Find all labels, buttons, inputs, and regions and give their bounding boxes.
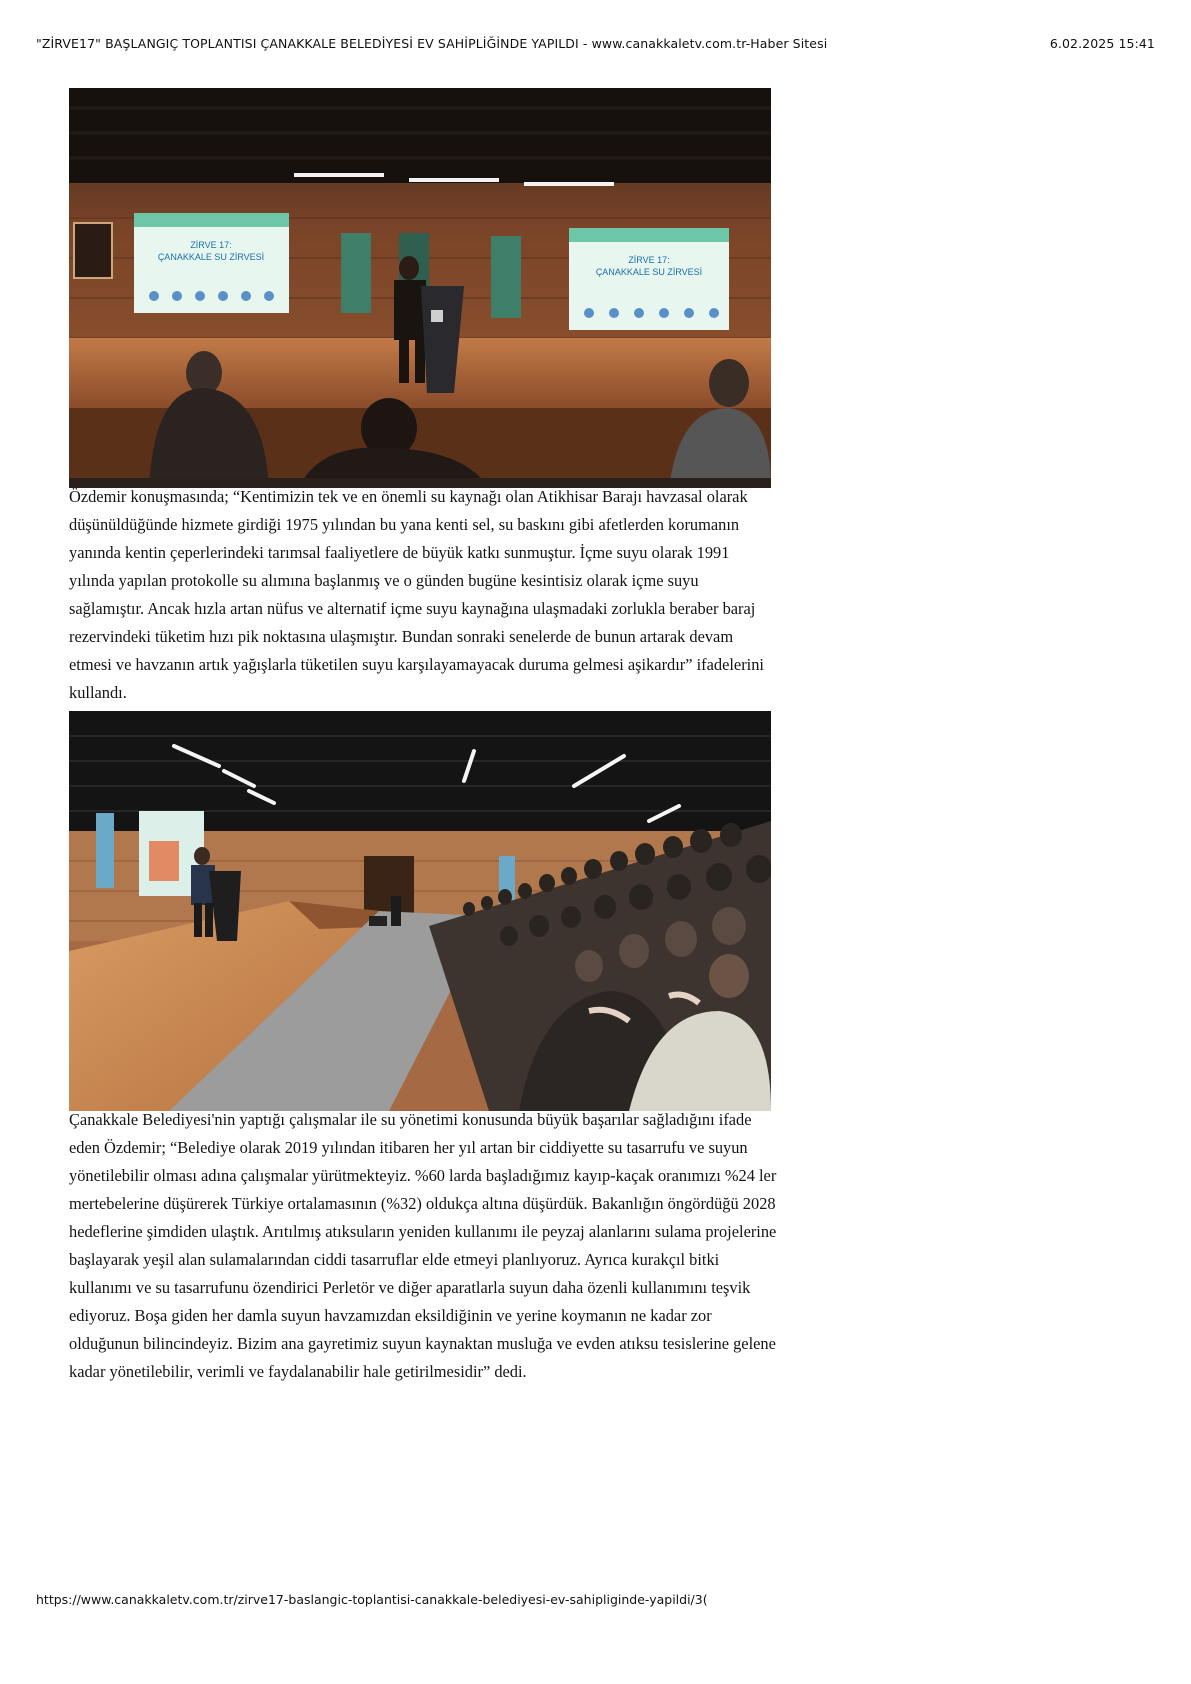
article-photo-audience [69,711,771,1111]
article-photo-stage [69,88,771,488]
print-header [36,36,1155,56]
source-url-link[interactable]: https://www.canakkaletv.com.tr/zirve17-baslangic-toplantisi-canakkale-belediyesi-ev-sahipliginde-yapildi/3( [36,1592,708,1607]
print-footer-url[interactable] [36,1592,798,1607]
screen-left-title-1: ZİRVE 17: [190,240,232,250]
article-paragraph-2: Çanakkale Belediyesi'nin yaptığı çalışmalar ile su yönetimi konusunda büyük başarılar sağladığını ifade eden Özdemir; “Belediye olarak 2019 yılından itibaren her yıl artan bir ciddiyette su tasarrufu ve suyun yönetilebilir olması adına çalışmalar yürütmekteyiz. %60 larda başladığımız kayıp-kaçak oranımızı %24 ler mertebelerine düşürerek Türkiye ortalamasının (%32) oldukça altına düşürdük. Bakanlığın öngördüğü 2028 hedeflerine şimdiden ulaştık. Arıtılmış atıksuların yeniden kullanımı ile peyzaj alanlarını sulama projelerine başlayarak yeşil alan sulamalarından ciddi tasarruflar elde etmeyi planlıyoruz. Ayrıca kurakçıl bitki kullanımı ve su tasarrufunu özendirici Perletör ve diğer aparatlarla suyun daha özenli kullanımını teşvik ediyoruz. Boşa giden her damla suyun havzamızdan eksildiğinin ve yerine koymanın ne kadar zor olduğunun bilincindeyiz. Bizim ana gayretimiz suyun kaynaktan musluğa ve evden atıksu tesislerine gelene kadar yönetilebilir, verimli ve faydalanabilir hale getirilmesidir” dedi. [69,1110,777,1381]
print-datetime: 6.02.2025 15:41 [1049,36,1155,51]
screen-right-title-2: ÇANAKKALE SU ZİRVESİ [595,267,703,277]
article-paragraph-1: Özdemir konuşmasında; “Kentimizin tek ve en önemli su kaynağı olan Atikhisar Barajı havzasal olarak düşünüldüğünde hizmete girdiği 1975 yılından bu yana kenti sel, su baskını gibi afetlerden korumanın yanında kentin çeperlerindeki tarımsal faaliyetlere de büyük katkı sunmuştur. İçme suyu olarak 1991 yılında yapılan protokolle su alımına başlanmış ve o günden bugüne kesintisiz olarak içme suyu sağlamıştır. Ancak hızla artan nüfus ve alternatif içme suyu kaynağına ulaşmadaki zorlukla beraber baraj rezervindeki tüketim hızı pik noktasına ulaşmıştır. Bundan sonraki senelerde de bunun artarak devam etmesi ve havzanın artık yağışlarla tüketilen suyu karşılayamayacak duruma gelmesi aşikardır” ifadelerini kullandı. [69,487,764,702]
screen-right-title-1: ZİRVE 17: [628,255,670,265]
screen-left-title-2: ÇANAKKALE SU ZİRVESİ [157,252,265,262]
page-title: "ZİRVE17" BAŞLANGIÇ TOPLANTISI ÇANAKKALE BELEDİYESİ EV SAHİPLİĞİNDE YAPILDI - www.canakkaletv.com.tr-Haber Sitesi [36,36,828,51]
